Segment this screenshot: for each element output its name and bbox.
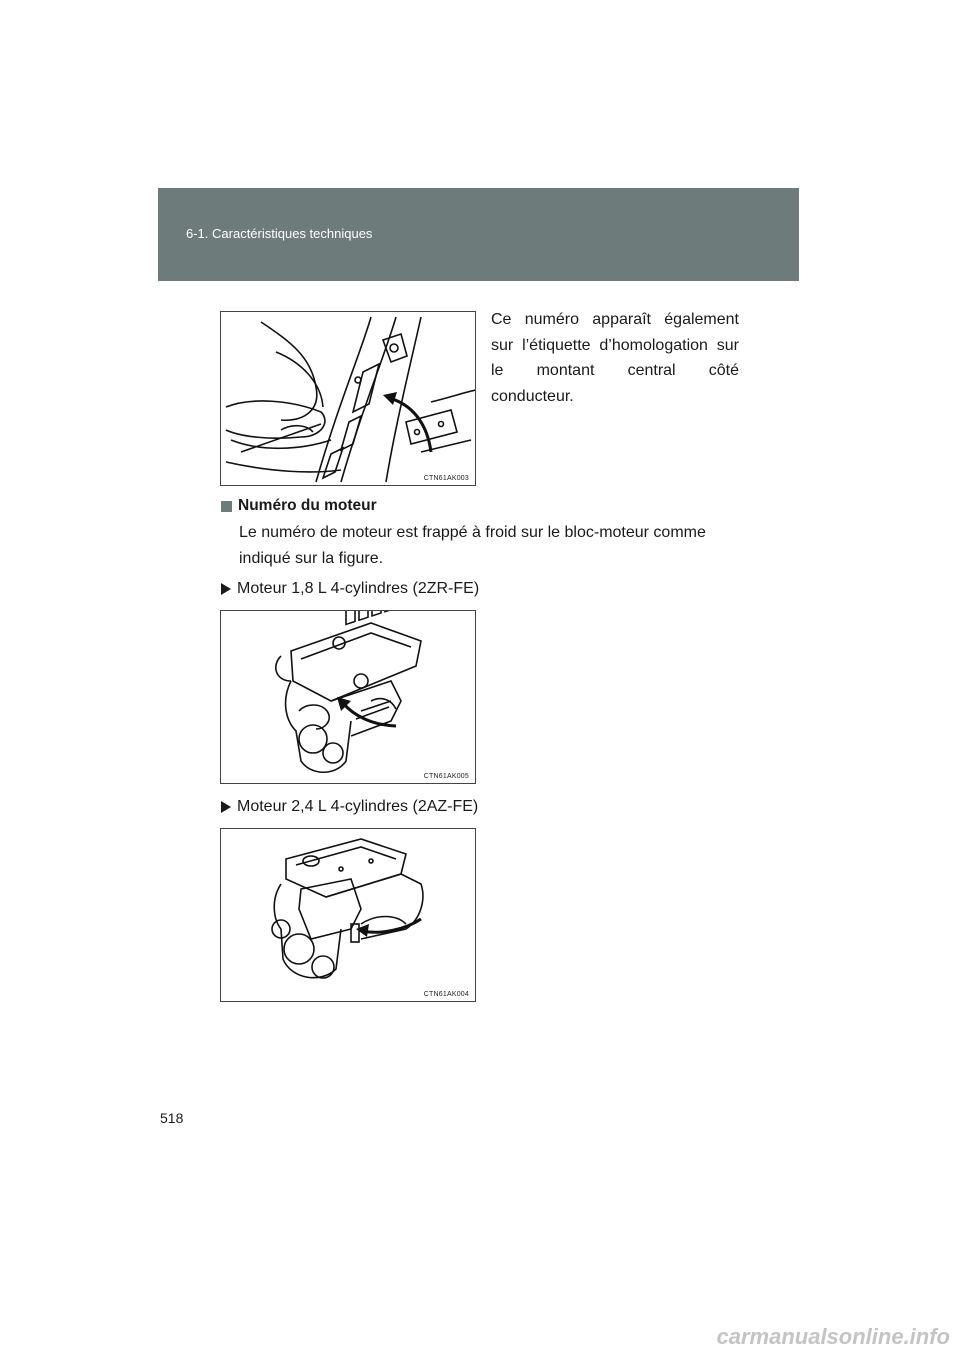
triangle-bullet-icon bbox=[221, 583, 231, 595]
engine-2az-illustration bbox=[221, 829, 476, 1002]
figure-pillar-label bbox=[220, 311, 476, 486]
figure-engine-2zr bbox=[220, 610, 476, 784]
label-note: Ce numéro apparaît également sur l’étiquette d’homologation sur le montant central côté conducteur. bbox=[491, 311, 739, 405]
engine-1-line bbox=[221, 580, 479, 598]
page-number: 518 bbox=[160, 1110, 184, 1126]
figure-code: CTN61AK005 bbox=[423, 773, 469, 780]
engine-2-line bbox=[221, 798, 478, 816]
triangle-bullet-icon bbox=[221, 801, 231, 813]
chapter-title: 6-1. Caractéristiques techniques bbox=[186, 226, 373, 241]
pillar-illustration bbox=[221, 312, 476, 486]
figure-code: CTN61AK004 bbox=[423, 991, 469, 998]
square-bullet-icon bbox=[221, 501, 232, 512]
watermark: carmanualsonline.info bbox=[716, 1324, 950, 1349]
section-text: Le numéro de moteur est frappé à froid sur le bloc-moteur comme indiqué sur la figure. bbox=[239, 524, 706, 567]
chapter-header bbox=[158, 188, 799, 281]
figure-engine-2az bbox=[220, 828, 476, 1002]
engine-2zr-illustration bbox=[221, 611, 476, 784]
section-heading bbox=[221, 497, 377, 515]
engine-1-label: Moteur 1,8 L 4-cylindres (2ZR-FE) bbox=[237, 580, 480, 597]
section-title: Numéro du moteur bbox=[238, 497, 377, 514]
figure-code: CTN61AK003 bbox=[423, 475, 469, 482]
engine-2-label: Moteur 2,4 L 4-cylindres (2AZ-FE) bbox=[237, 798, 479, 815]
